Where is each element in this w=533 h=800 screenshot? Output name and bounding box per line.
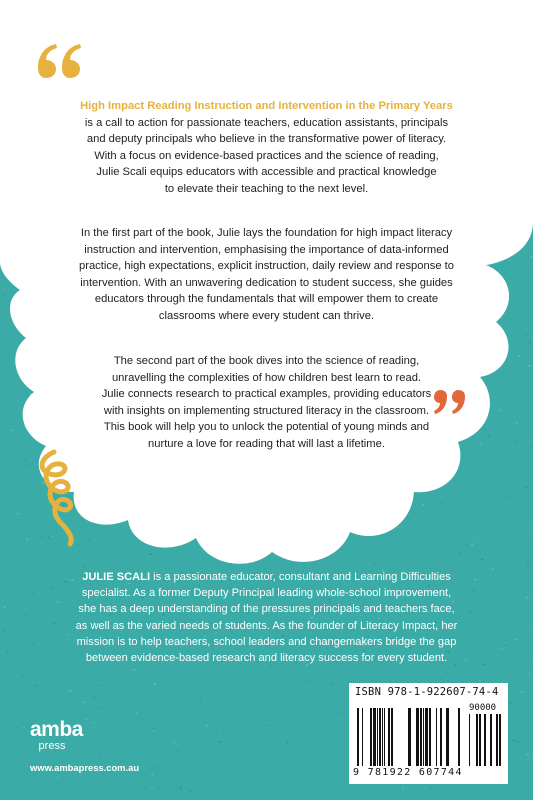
bio-line: specialist. As a former Deputy Principal leading whole-school improvement,: [81, 587, 452, 600]
blurb-line: classrooms where every student can thrive.: [158, 309, 375, 322]
blurb-line: practice, high expectations, explicit instruction, daily review and response to: [79, 260, 454, 273]
logo-word: amba: [30, 718, 83, 741]
bio-line: [30, 569, 503, 585]
bio-text: is a passionate educator, consultant and Learning Difficulties: [150, 571, 451, 583]
blurb-line: nurture a love for reading that will last a lifetime.: [148, 437, 385, 450]
bio-line: she has a deep understanding of the pressures principals and teachers face,: [78, 603, 455, 616]
blurb-line: This book will help you to unlock the potential of young minds and: [103, 421, 430, 434]
isbn-label: [355, 686, 503, 698]
logo-sub: press: [38, 740, 66, 752]
open-quote-icon: [34, 40, 88, 80]
blurb-line: educators through the fundamentals that will empower them to create: [94, 293, 439, 306]
blurb-line: With a focus on evidence-based practices and the science of reading,: [94, 149, 439, 162]
bio-line: mission is to help teachers, school leaders and changemakers bridge the gap: [76, 635, 457, 648]
blurb-line: In the first part of the book, Julie lays the foundation for high impact literacy: [80, 227, 453, 239]
blurb-line: unravelling the complexities of how children best learn to read.: [111, 371, 422, 384]
blurb-paragraph-3: [60, 353, 473, 453]
barcode-bars: [355, 700, 503, 766]
blurb-line: to elevate their teaching to the next level.: [164, 182, 369, 195]
author-name: JULIE SCALI: [82, 571, 151, 583]
blurb-paragraph-2: [60, 225, 473, 325]
blurb-paragraph-1: [60, 98, 473, 198]
bio-line: between evidence-based research and literacy success for every student.: [85, 652, 448, 665]
bio-line: as well as the varied needs of students. As the founder of Literacy Impact, her: [75, 619, 458, 632]
blurb-line: is a call to action for passionate teachers, education assistants, principals: [84, 116, 449, 129]
book-title: High Impact Reading Instruction and Intervention in the Primary Years: [80, 100, 453, 112]
publisher-website[interactable]: www.ambapress.com.au: [30, 762, 140, 773]
blurb-line: Julie Scali equips educators with accessible and practical knowledge: [96, 166, 437, 179]
barcode-digits: 9 781922 607744: [353, 767, 463, 778]
publisher-logo: [30, 720, 90, 752]
blurb-line: instruction and intervention, emphasising the importance of data-informed: [84, 243, 449, 256]
blurb-line: and deputy principals who believe in the transformative power of literacy.: [86, 133, 447, 146]
author-bio: [30, 569, 503, 666]
blurb-line: Julie connects research to practical examples, providing educators: [101, 388, 432, 401]
isbn-barcode: [349, 683, 508, 784]
blurb-line: with insights on implementing structured literacy in the classroom.: [103, 404, 430, 417]
blurb-line: intervention. With an unwavering dedication to student success, she guides: [80, 276, 453, 289]
squiggle-icon: [30, 448, 90, 548]
price-code: 90000: [469, 703, 497, 713]
blurb-line: The second part of the book dives into the science of reading,: [113, 355, 420, 367]
isbn-number: ISBN 978-1-922607-74-4: [355, 686, 499, 698]
